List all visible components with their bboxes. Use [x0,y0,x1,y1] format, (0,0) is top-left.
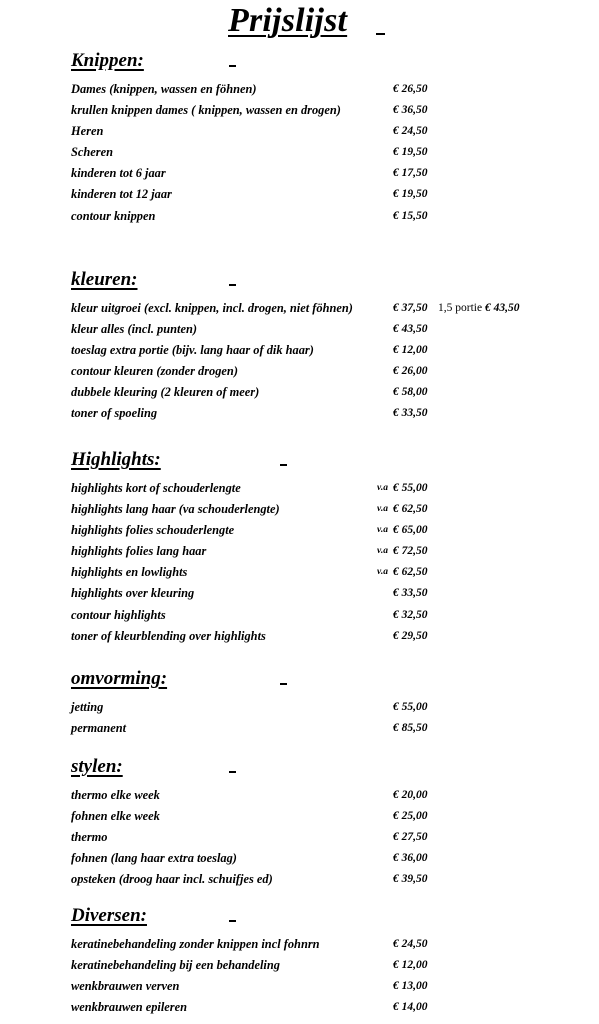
section-3 [71,667,591,739]
treatment-name: highlights en lowlights [71,565,188,580]
price-row [71,79,591,100]
treatment-name: thermo [71,830,108,845]
treatment-name: highlights folies lang haar [71,544,207,559]
treatment-price: € 58,00 [393,386,428,399]
treatment-name: thermo elke week [71,788,160,802]
section-1 [71,268,591,425]
treatment-name: contour knippen [71,208,156,223]
section-heading-text: Diversen: [71,905,147,926]
price-row [71,934,591,955]
treatment-price: € 55,00 [393,701,428,713]
treatment-price: € 33,50 [393,587,428,600]
price-row [71,806,591,827]
treatment-name: highlights folies schouderlengte [71,523,235,538]
treatment-name: wenkbrauwen verven [71,979,180,994]
treatment-name: toeslag extra portie (bijv. lang haar of dik haar) [71,343,314,358]
treatment-price: € 15,50 [393,209,428,222]
heading-dash [280,464,287,466]
section-heading-text: Knippen: [71,50,144,71]
price-row [71,976,591,997]
treatment-name: wenkbrauwen epileren [71,1000,187,1015]
price-row [71,718,591,739]
treatment-price: € 32,50 [393,608,428,621]
treatment-price: € 25,00 [393,810,428,823]
treatment-price: € 36,00 [393,852,428,865]
price-prefix: v.a [377,525,388,536]
price-row [71,697,591,718]
treatment-name: kinderen tot 12 jaar [71,187,172,202]
price-row [71,184,591,205]
treatment-name: Dames (knippen, wassen en föhnen) [71,82,257,96]
treatment-price: € 26,50 [393,83,428,95]
treatment-price: € 36,50 [393,104,428,117]
section-heading-text: stylen: [71,756,123,777]
price-row [71,869,591,890]
section-heading-text: omvorming: [71,668,168,689]
price-row [71,478,591,499]
section-heading [71,268,591,298]
price-row [71,520,591,541]
treatment-name: fohnen (lang haar extra toeslag) [71,851,237,866]
treatment-price: € 62,50 [393,566,428,579]
price-row [71,298,591,319]
price-prefix: v.a [377,504,388,515]
price-row [71,403,591,424]
extra-portion [438,298,519,319]
treatment-name: opsteken (droog haar incl. schuifjes ed) [71,872,273,887]
treatment-name: krullen knippen dames ( knippen, wassen en drogen) [71,103,341,118]
price-row [71,361,591,382]
treatment-price: € 65,00 [393,524,428,537]
treatment-price: € 13,00 [393,980,428,993]
treatment-name: kleur uitgroei (excl. knippen, incl. drogen, niet föhnen) [71,301,353,315]
price-row [71,121,591,142]
treatment-price: € 33,50 [393,407,428,420]
treatment-name: contour highlights [71,607,166,622]
price-row [71,319,591,340]
treatment-name: kinderen tot 6 jaar [71,166,166,181]
price-row [71,340,591,361]
section-2 [71,448,591,647]
treatment-name: highlights over kleuring [71,586,195,601]
title-dash [376,33,385,35]
price-row [71,382,591,403]
treatment-price: € 26,00 [393,365,428,378]
treatment-name: kleur alles (incl. punten) [71,322,197,337]
treatment-price: € 19,50 [393,146,428,159]
treatment-name: contour kleuren (zonder drogen) [71,364,238,379]
price-row [71,142,591,163]
treatment-price: € 12,00 [393,959,428,972]
treatment-price: € 27,50 [393,831,428,844]
section-heading [71,755,591,785]
heading-dash [229,771,236,773]
price-prefix: v.a [377,483,388,493]
section-5 [71,904,591,1018]
heading-dash [229,920,236,922]
treatment-price: € 19,50 [393,188,428,201]
treatment-name: Scheren [71,145,113,160]
price-row [71,827,591,848]
heading-dash [229,65,236,67]
price-row [71,206,591,227]
treatment-price: € 20,00 [393,789,428,801]
extra-portion-price: € 43,50 [484,302,520,314]
price-row [71,955,591,976]
extra-portion-label: 1,5 portie [438,302,483,314]
price-row [71,605,591,626]
treatment-price: € 37,50 [393,302,428,314]
treatment-price: € 85,50 [393,722,428,735]
price-row [71,583,591,604]
price-row [71,541,591,562]
treatment-price: € 12,00 [393,344,428,357]
page-title: Prijslijst [228,2,348,39]
treatment-price: € 39,50 [393,873,428,886]
treatment-price: € 29,50 [393,629,428,642]
treatment-price: € 55,00 [393,482,428,494]
treatment-name: keratinebehandeling bij een behandeling [71,958,280,973]
treatment-name: toner of spoeling [71,406,158,421]
price-row [71,785,591,806]
treatment-name: permanent [71,721,127,736]
section-heading [71,904,591,934]
heading-dash [229,284,236,286]
price-row [71,997,591,1018]
treatment-name: jetting [71,700,104,714]
price-row [71,499,591,520]
section-0 [71,49,591,227]
heading-dash [280,683,287,685]
section-heading [71,667,591,697]
treatment-price: € 43,50 [393,323,428,336]
treatment-price: € 24,50 [393,938,428,950]
treatment-name: highlights lang haar (va schouderlengte) [71,502,280,517]
price-row [71,848,591,869]
treatment-price: € 24,50 [393,125,428,138]
treatment-name: dubbele kleuring (2 kleuren of meer) [71,385,260,400]
price-row [71,562,591,583]
treatment-name: Heren [71,124,104,139]
treatment-name: highlights kort of schouderlengte [71,481,241,495]
treatment-name: toner of kleurblending over highlights [71,628,266,643]
treatment-price: € 62,50 [393,503,428,516]
price-row [71,100,591,121]
section-heading [71,448,591,478]
treatment-price: € 17,50 [393,167,428,180]
section-heading-text: Highlights: [71,449,161,470]
section-heading-text: kleuren: [71,269,138,290]
section-heading [71,49,591,79]
price-prefix: v.a [377,567,388,578]
price-row [71,163,591,184]
treatment-price: € 14,00 [393,1001,428,1014]
treatment-name: fohnen elke week [71,809,160,824]
section-4 [71,755,591,890]
price-prefix: v.a [377,546,388,557]
treatment-price: € 72,50 [393,545,428,558]
price-row [71,626,591,647]
treatment-name: keratinebehandeling zonder knippen incl fohnrn [71,937,320,951]
